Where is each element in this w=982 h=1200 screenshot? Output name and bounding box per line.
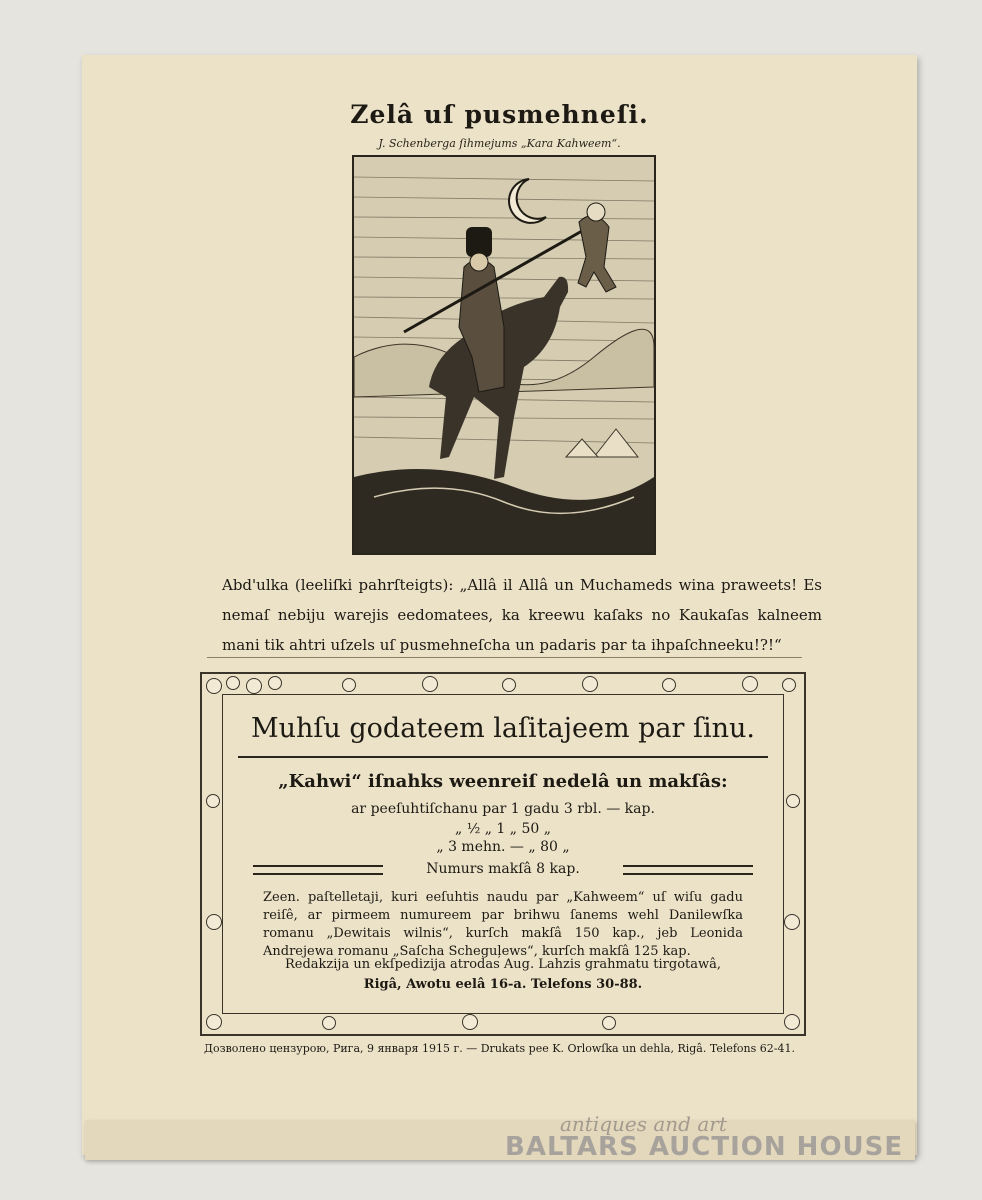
- notice-subtitle: „Kahwi“ iſnahks weenreiſ nedelâ un makſâs:: [278, 771, 728, 792]
- title-underline: [238, 756, 768, 758]
- newspaper-page: [82, 55, 917, 1155]
- subscription-notice: [200, 672, 806, 1036]
- editorial-address-line1: Redakzija un ekſpedizija atrodas Aug. Lahzis grahmatu tirgotawâ,: [284, 957, 722, 972]
- notice-frame: [222, 694, 784, 1014]
- divider: [207, 657, 802, 658]
- cossack-cartoon-drawing: [354, 157, 654, 553]
- price-line-year: ar peeſuhtiſchanu par 1 gadu 3 rbl. — kap.: [351, 801, 655, 817]
- watermark-brand: BALTARS AUCTION HOUSE: [505, 1132, 904, 1162]
- cartoon-illustration: [352, 155, 656, 555]
- print-imprint: Дозволено цензурою, Рига, 9 января 1915 г. — Drukats pee K. Orlowſka un dehla, Rigâ. Telefons 62-41.: [204, 1042, 795, 1055]
- illustration-caption: Abd'ulka (leeliſki pahrſteigts): „Allâ il Allâ un Muchameds wina praweets! Es nemaſ nebiju warejis eedomatees, ka kreewu kaſaks no Kaukaſas kalneem mani tik ahtri uſzels uſ pusmehneſcha un padaris par ta ihpaſchneeku!?!“: [222, 576, 822, 654]
- issue-price-row: [253, 861, 753, 879]
- price-line-three-months: „ 3 mehn. — „ 80 „: [436, 839, 570, 855]
- issue-price: Numurs makſâ 8 kap.: [426, 861, 580, 877]
- illustration-credit: J. Schenberga ſihmejums „Kara Kahweem“.: [378, 137, 621, 150]
- page-title: Zelâ uſ pusmehneſi.: [350, 100, 649, 129]
- watermark-tagline: antiques and art: [560, 1112, 727, 1136]
- price-line-half-year: „ ½ „ 1 „ 50 „: [454, 821, 551, 837]
- notice-title: Muhſu godateem laſitajeem par ſinu.: [251, 713, 755, 744]
- editorial-address-line2: Rigâ, Awotu eelâ 16-a. Telefons 30-88.: [363, 977, 643, 992]
- notice-body: Zeen. paſtelletaji, kuri eeſuhtis naudu par „Kahweem“ uſ wiſu gadu reiſê, ar pirmeem numureem par brihwu ſanems wehl Danilewſka romanu „Dewitais wilnis“, kurſch makſâ 150 kap., jeb Leonida Andrejewa romanu „Saſcha Scheguļews“, kurſch makſâ 125 kap.: [263, 890, 743, 959]
